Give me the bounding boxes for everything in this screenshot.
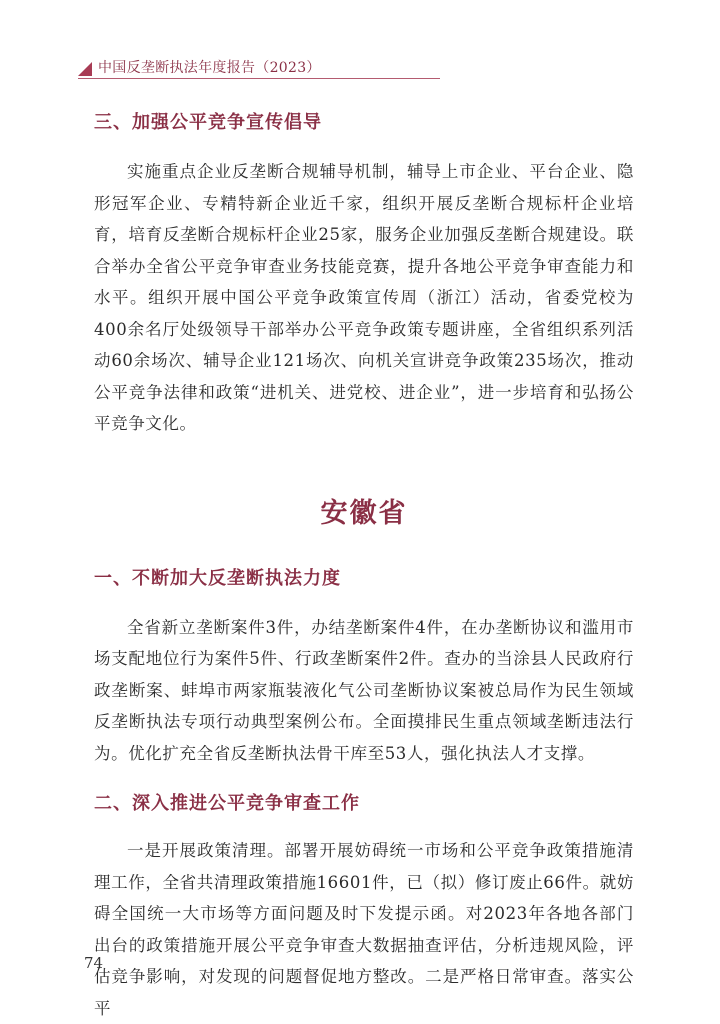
page-number: 74 — [84, 954, 104, 972]
page-body — [94, 108, 634, 1024]
running-header — [78, 54, 440, 80]
section-heading-enforcement: 一、不断加大反垄断执法力度 — [94, 567, 341, 589]
paragraph-promotion: 实施重点企业反垄断合规辅导机制，辅导上市企业、平台企业、隐形冠军企业、专精特新企业近千家，组织开展反垄断合规标杆企业培育，培育反垄断合规标杆企业25家，服务企业加强反垄断合规建设。联合举办全省公平竞争审查业务技能竞赛，提升各地公平竞争审查能力和水平。组织开展中国公平竞争政策宣传周（浙江）活动，省委党校为400余名厅处级领导干部举办公平竞争政策专题讲座，全省组织系列活动60余场次、辅导企业121场次、向机关宣讲竞争政策235场次，推动公平竞争法律和政策“进机关、进党校、进企业”，进一步培育和弘扬公平竞争文化。 — [94, 162, 634, 433]
header-rule — [78, 78, 440, 79]
paragraph-enforcement: 全省新立垄断案件3件，办结垄断案件4件，在办垄断协议和滥用市场支配地位行为案件5件、行政垄断案件2件。查办的当涂县人民政府行政垄断案、蚌埠市两家瓶装液化气公司垄断协议案被总局作为民生领域反垄断执法专项行动典型案例公布。全面摸排民生重点领域垄断违法行为。优化扩充全省反垄断执法骨干库至53人，强化执法人才支撑。 — [94, 617, 634, 763]
paragraph-review: 一是开展政策清理。部署开展妨碍统一市场和公平竞争政策措施清理工作，全省共清理政策措施16601件，已（拟）修订废止66件。就妨碍全国统一大市场等方面问题及时下发提示函。对2023年各地各部门出台的政策措施开展公平竞争审查大数据抽查评估，分析违规风险，评估竞争影响，对发现的问题督促地方整改。二是严格日常审查。落实公平 — [94, 841, 634, 1018]
header-triangle-icon — [78, 62, 92, 76]
section-heading-review: 二、深入推进公平竞争审查工作 — [94, 793, 360, 814]
header-title: 中国反垄断执法年度报告（2023） — [98, 60, 321, 76]
section-heading-promotion: 三、加强公平竞争宣传倡导 — [94, 112, 322, 133]
province-title: 安徽省 — [320, 497, 408, 529]
